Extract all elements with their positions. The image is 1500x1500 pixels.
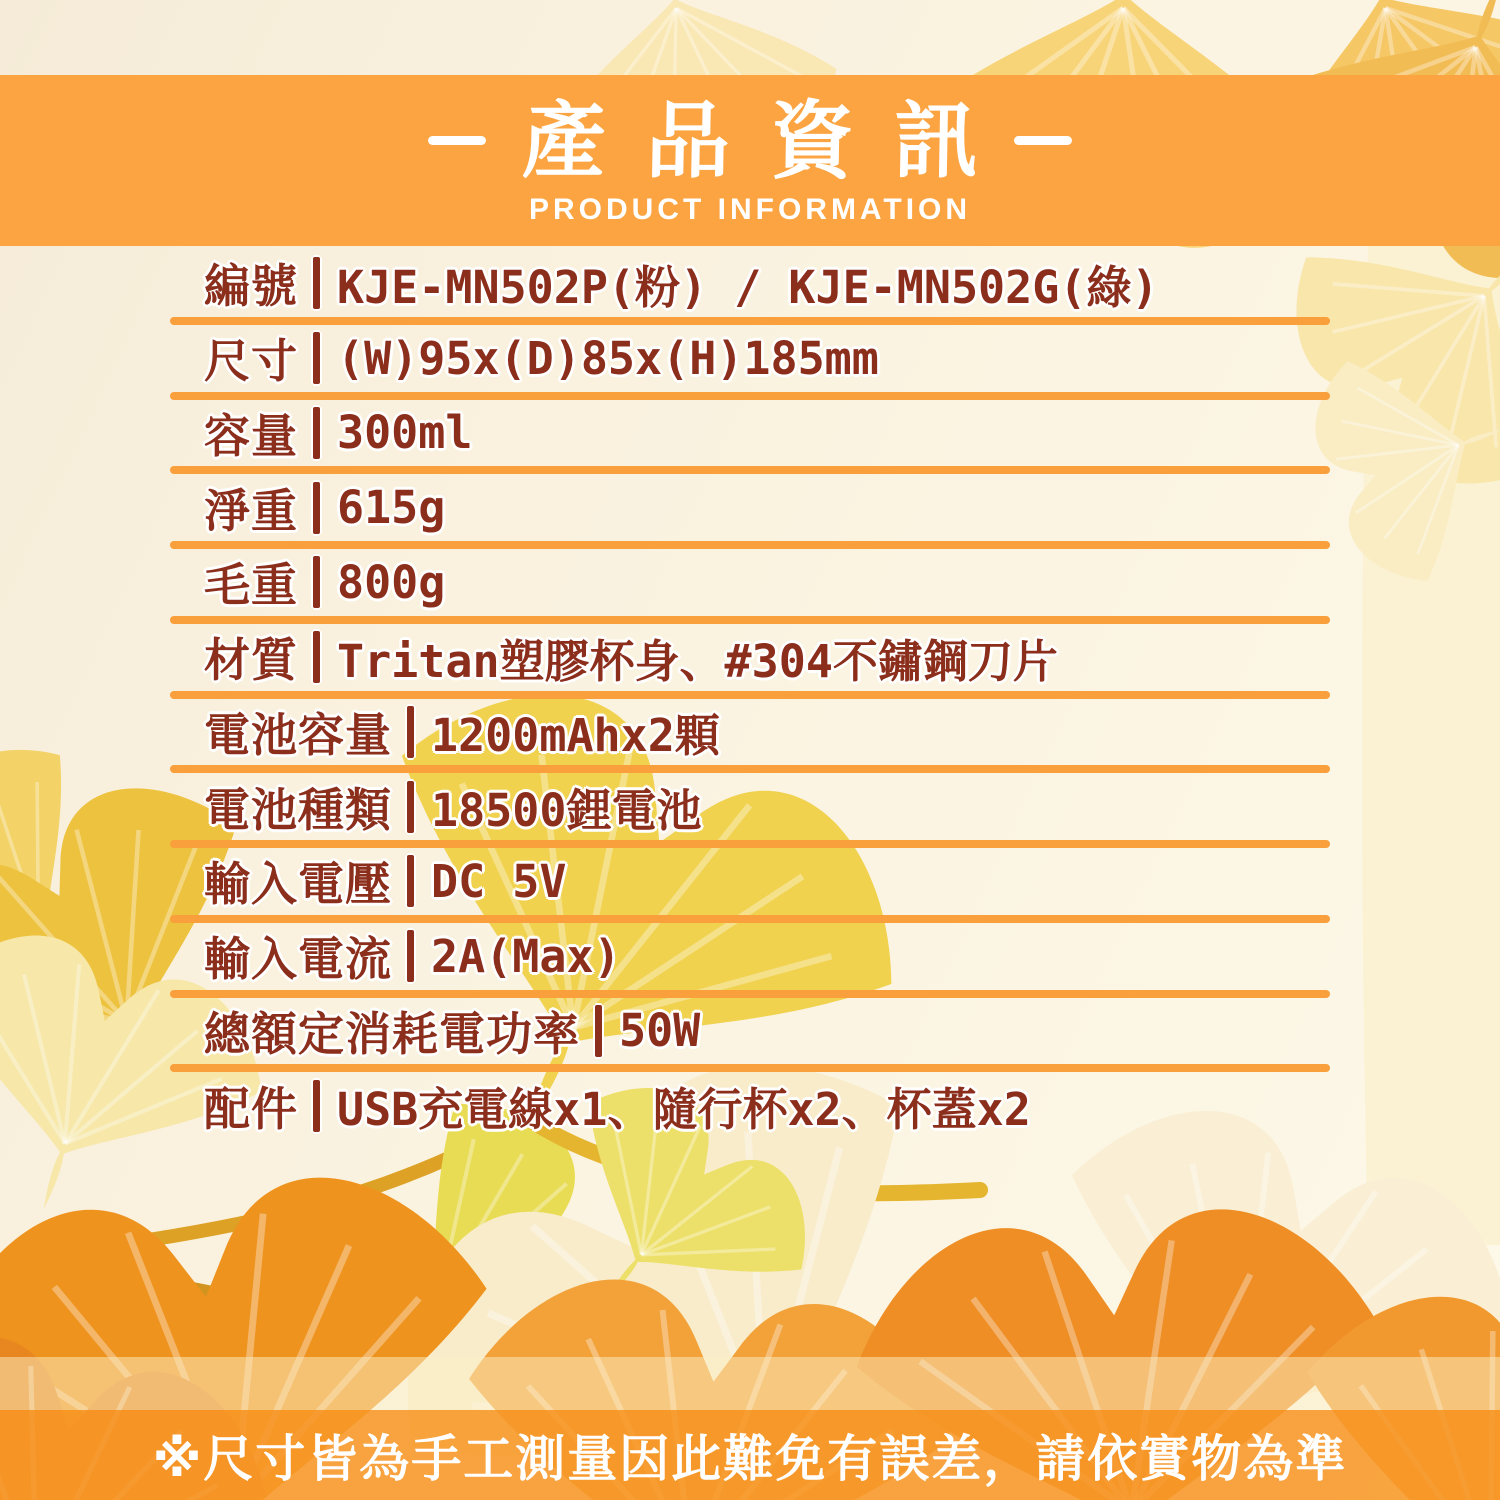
label-value-divider [313, 631, 320, 683]
spec-row-input-current [170, 919, 1330, 994]
spec-label: 電池種類 [204, 783, 392, 836]
spec-label: 毛重 [204, 559, 298, 612]
spec-row-accessories [170, 1068, 1330, 1143]
spec-row-model [170, 246, 1330, 321]
spec-row-size [170, 321, 1330, 396]
spec-row-input-voltage [170, 844, 1330, 919]
spec-label: 淨重 [204, 484, 298, 537]
title-row [392, 93, 1108, 188]
label-value-divider [595, 1005, 602, 1057]
footer-fade-band [0, 1357, 1500, 1410]
spec-label: 材質 [204, 634, 298, 687]
page-title: 產品資訊 [521, 93, 1019, 188]
spec-row-material [170, 620, 1330, 695]
spec-label: 輸入電壓 [204, 858, 392, 911]
spec-row-battery-capacity [170, 695, 1330, 770]
title-dash-left [428, 136, 486, 145]
spec-value: KJE-MN502P(粉) / KJE-MN502G(綠) [337, 260, 1159, 314]
label-value-divider [313, 407, 320, 459]
spec-label: 容量 [204, 409, 298, 462]
spec-value: 800g [337, 555, 446, 609]
spec-table [170, 246, 1330, 1143]
spec-value: 1200mAhx2顆 [431, 709, 720, 763]
spec-value: USB充電線x1、隨行杯x2、杯蓋x2 [337, 1083, 1031, 1137]
spec-value: DC 5V [431, 854, 567, 908]
label-value-divider [407, 930, 414, 982]
label-value-divider [407, 706, 414, 758]
title-dash-right [1014, 136, 1072, 145]
spec-value: 18500鋰電池 [431, 784, 702, 838]
footer-note: ※尺寸皆為手工測量因此難免有誤差，請依實物為準 [152, 1431, 1348, 1487]
spec-label: 配件 [204, 1082, 298, 1135]
spec-value: Tritan塑膠杯身、#304不鏽鋼刀片 [337, 634, 1058, 688]
spec-value: 50W [619, 1004, 701, 1058]
spec-label: 編號 [204, 260, 298, 313]
spec-row-capacity [170, 396, 1330, 471]
spec-label: 總額定消耗電功率 [204, 1007, 580, 1060]
label-value-divider [313, 1080, 320, 1132]
spec-label: 輸入電流 [204, 933, 392, 986]
label-value-divider [313, 556, 320, 608]
label-value-divider [313, 332, 320, 384]
spec-row-rated-power [170, 994, 1330, 1069]
label-value-divider [407, 855, 414, 907]
header-banner [0, 75, 1500, 246]
label-value-divider [313, 482, 320, 534]
spec-value: (W)95x(D)85x(H)185mm [337, 331, 879, 385]
spec-value: 2A(Max) [431, 929, 621, 983]
spec-value: 300ml [337, 406, 473, 460]
spec-row-battery-type [170, 769, 1330, 844]
spec-row-net-weight [170, 470, 1330, 545]
label-value-divider [407, 781, 414, 833]
spec-label: 尺寸 [204, 335, 298, 388]
spec-value: 615g [337, 481, 446, 535]
page-subtitle: PRODUCT INFORMATION [528, 192, 972, 226]
footer-banner [0, 1410, 1500, 1500]
label-value-divider [313, 257, 320, 309]
spec-label: 電池容量 [204, 708, 392, 761]
spec-row-gross-weight [170, 545, 1330, 620]
